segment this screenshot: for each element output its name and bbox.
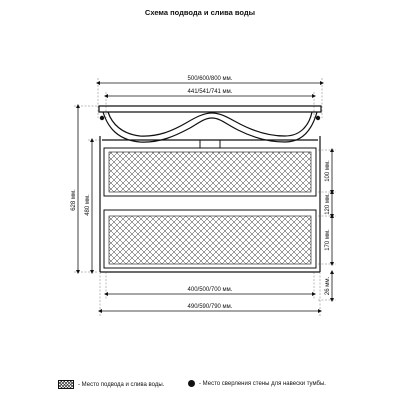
dim-left-outer-label: 628 мм. [71, 189, 77, 211]
diagram-title: Схема подвода и слива воды [144, 8, 256, 17]
wall-mount-hole-icon [316, 116, 320, 120]
water-hatch-area-lower [109, 216, 311, 264]
lower-drawer [104, 210, 316, 268]
dimension-left-inner [85, 140, 100, 272]
hatch-swatch-icon [58, 380, 74, 389]
dimension-right-stack [318, 150, 336, 300]
dim-right-26-label: 26 мм. [325, 276, 331, 296]
dim-right-170-label: 170 мм. [325, 229, 331, 251]
water-hatch-area-upper [109, 152, 311, 192]
legend-dot [188, 380, 326, 387]
legend-hatch [58, 380, 164, 389]
drill-dot-icon [188, 380, 195, 387]
dim-right-120-label: 120 мм. [325, 193, 331, 215]
legend-dot-label: - Место сверления стены для навески тумбы. [199, 380, 326, 387]
dim-bottom-outer-label: 490/590/790 мм. [187, 304, 233, 310]
sink-basin [99, 106, 321, 154]
dim-bottom-inner-label: 400/500/700 мм. [187, 287, 233, 293]
dim-left-inner-label: 480 мм. [85, 194, 91, 216]
dimension-bottom-inner [106, 272, 314, 300]
dim-right-100-label: 100 мм. [325, 160, 331, 182]
dim-top-outer-label: 500/600/800 мм. [187, 76, 233, 82]
wall-mount-hole-icon [100, 116, 104, 120]
dim-top-inner-label: 441/541/741 мм. [187, 89, 233, 95]
upper-drawer [104, 148, 316, 196]
legend-hatch-label: - Место подвода и слива воды. [78, 381, 165, 388]
dimension-left-outer [71, 106, 98, 272]
